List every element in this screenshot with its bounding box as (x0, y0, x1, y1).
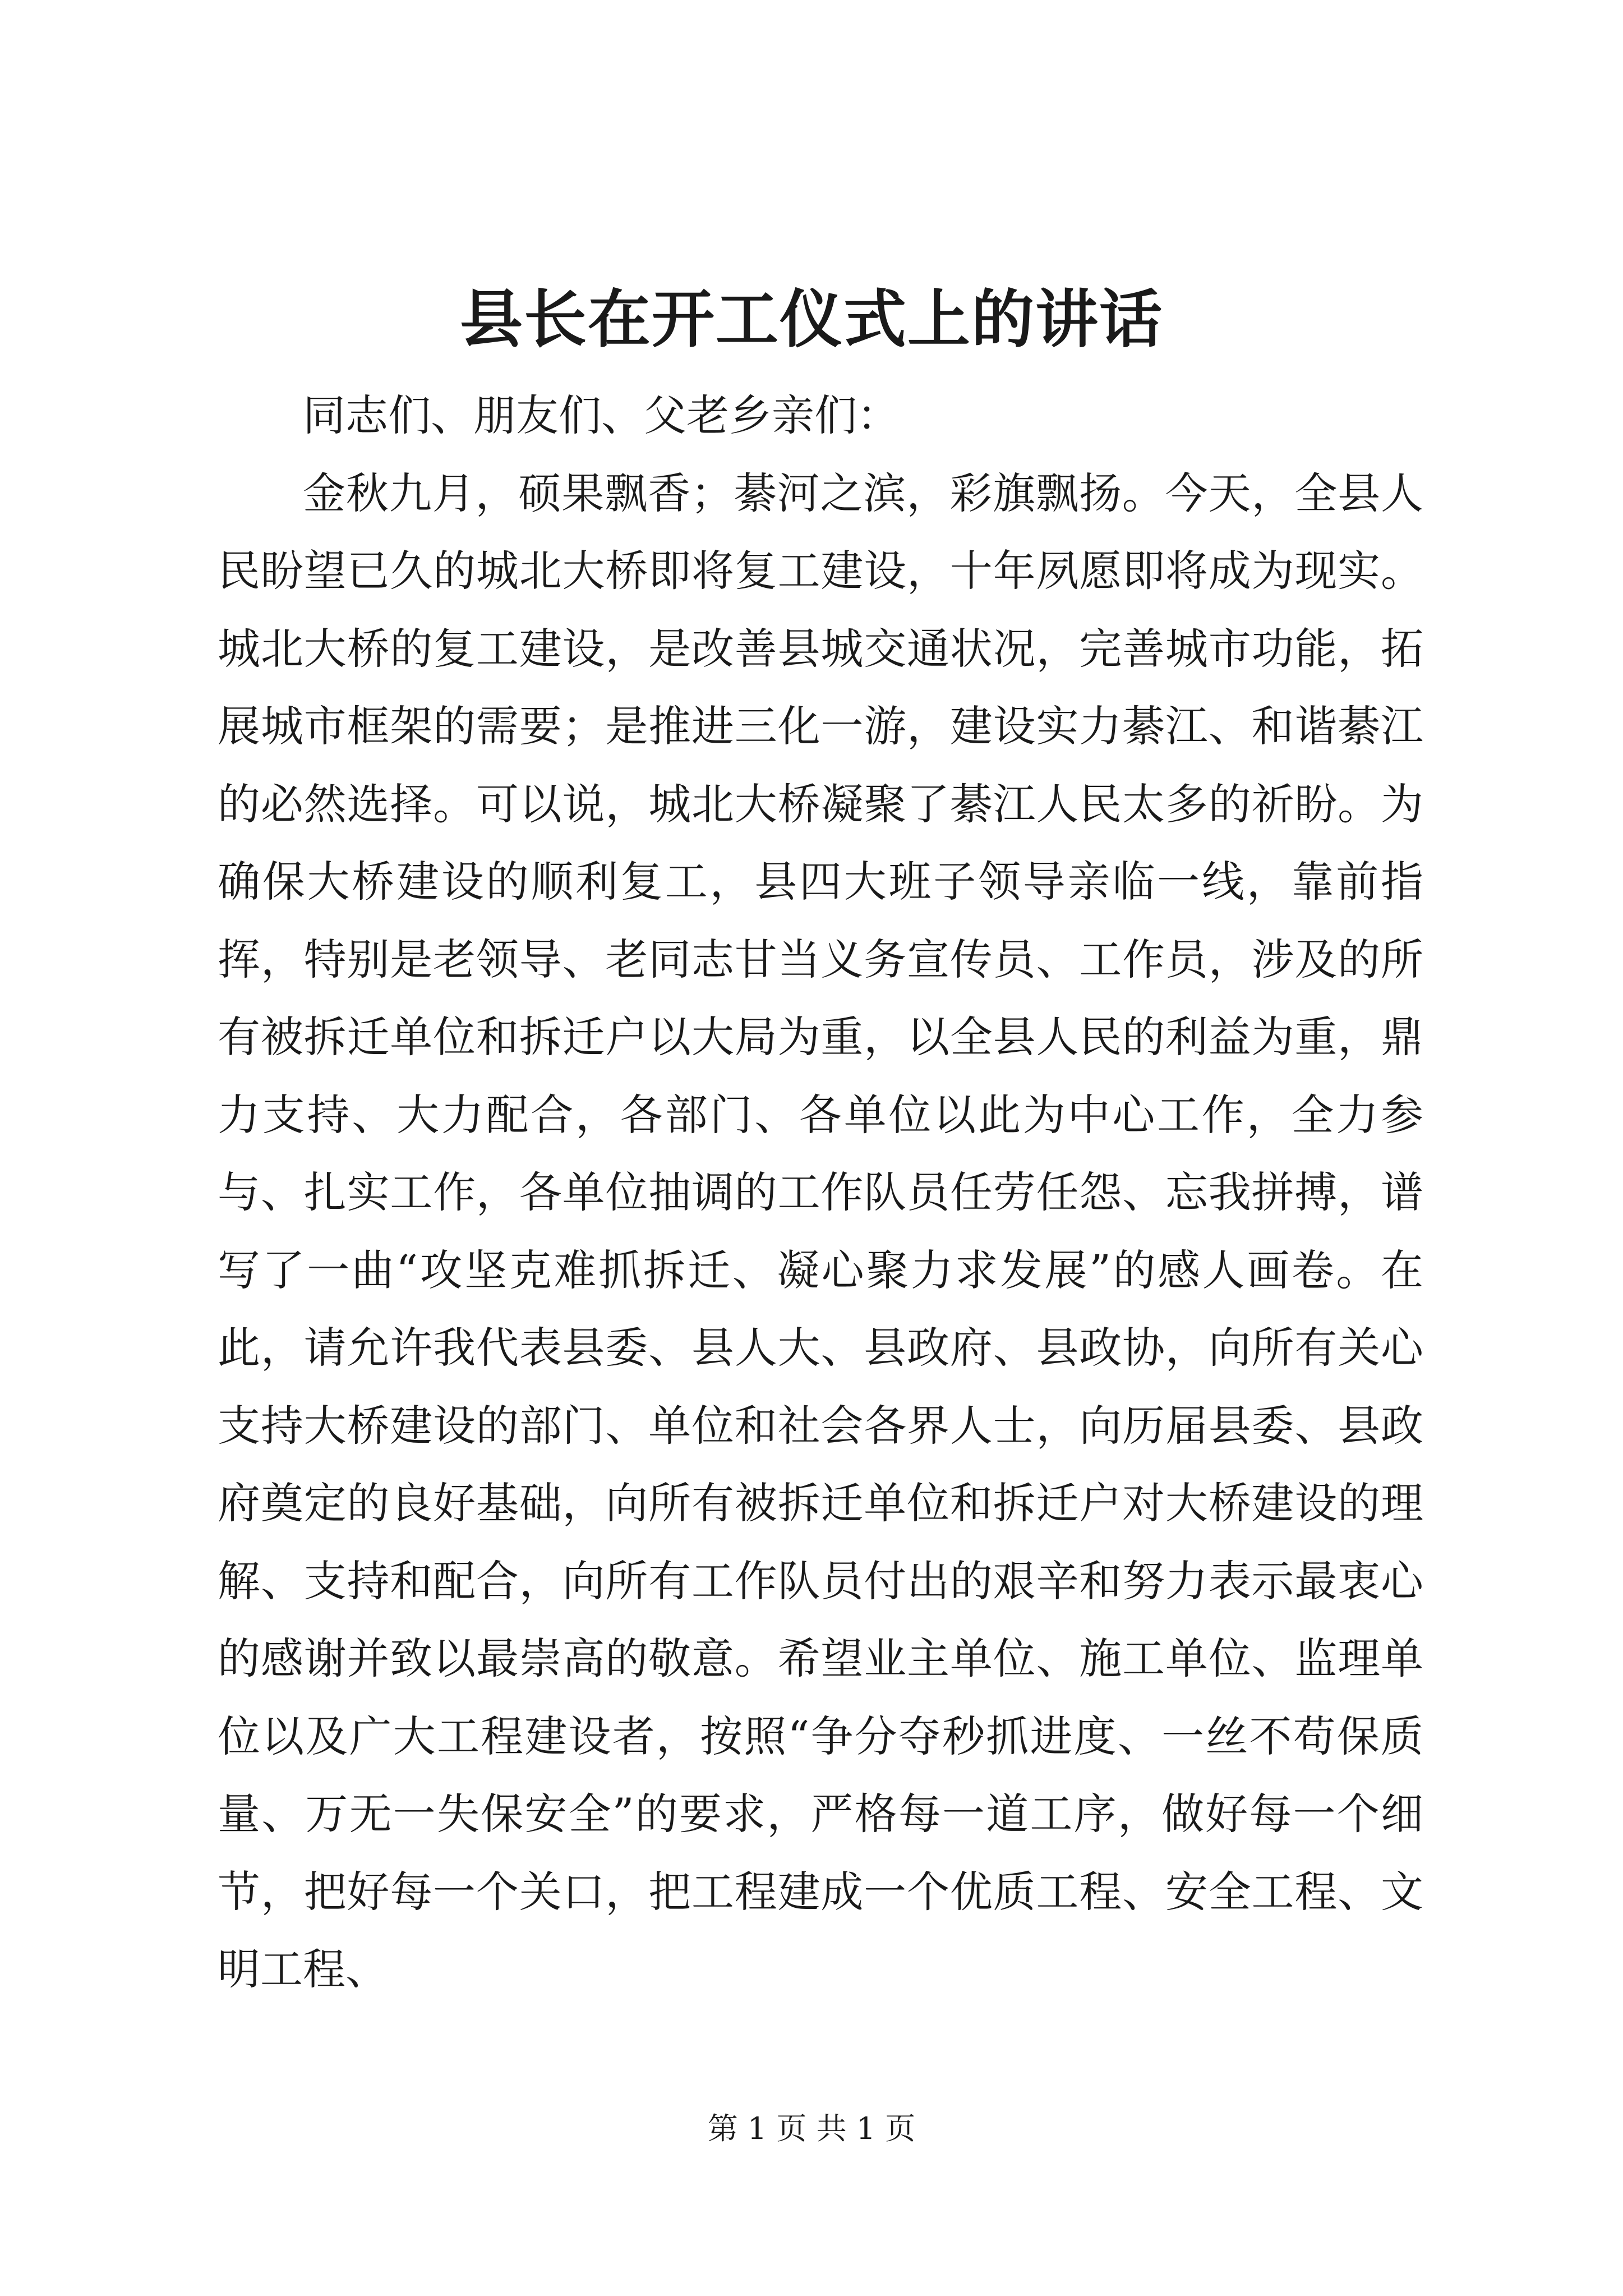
document-body (218, 377, 1423, 2009)
page-number: 第 1 页 共 1 页 (707, 2111, 916, 2146)
paragraph: 金秋九月，硕果飘香；綦河之滨，彩旗飘扬。今天，全县人民盼望已久的城北大桥即将复工建设，十年夙愿即将成为现实。城北大桥的复工建设，是改善县城交通状况，完善城市功能，拓展城市框架的需要；是推进三化一游，建设实力綦江、和谐綦江的必然选择。可以说，城北大桥凝聚了綦江人民太多的祈盼。为确保大桥建设的顺利复工，县四大班子领导亲临一线，靠前指挥，特别是老领导、老同志甘当义务宣传员、工作员，涉及的所有被拆迁单位和拆迁户以大局为重，以全县人民的利益为重，鼎力支持、大力配合，各部门、各单位以此为中心工作，全力参与、扎实工作，各单位抽调的工作队员任劳任怨、忘我拼搏，谱写了一曲“攻坚克难抓拆迁、凝心聚力求发展”的感人画卷。在此，请允许我代表县委、县人大、县政府、县政协，向所有关心支持大桥建设的部门、单位和社会各界人士，向历届县委、县政府奠定的良好基础，向所有被拆迁单位和拆迁户对大桥建设的理解、支持和配合，向所有工作队员付出的艰辛和努力表示最衷心的感谢并致以最崇高的敬意。希望业主单位、施工单位、监理单位以及广大工程建设者，按照“争分夺秒抓进度、一丝不苟保质量、万无一失保安全”的要求，严格每一道工序，做好每一个细节，把好每一个关口，把工程建成一个优质工程、安全工程、文明工程、 (218, 468, 1423, 1994)
document-title: 县长在开工仪式上的讲话 (460, 283, 1163, 356)
page-footer (0, 2109, 1623, 2148)
salutation: 同志们、朋友们、父老乡亲们： (303, 390, 900, 440)
